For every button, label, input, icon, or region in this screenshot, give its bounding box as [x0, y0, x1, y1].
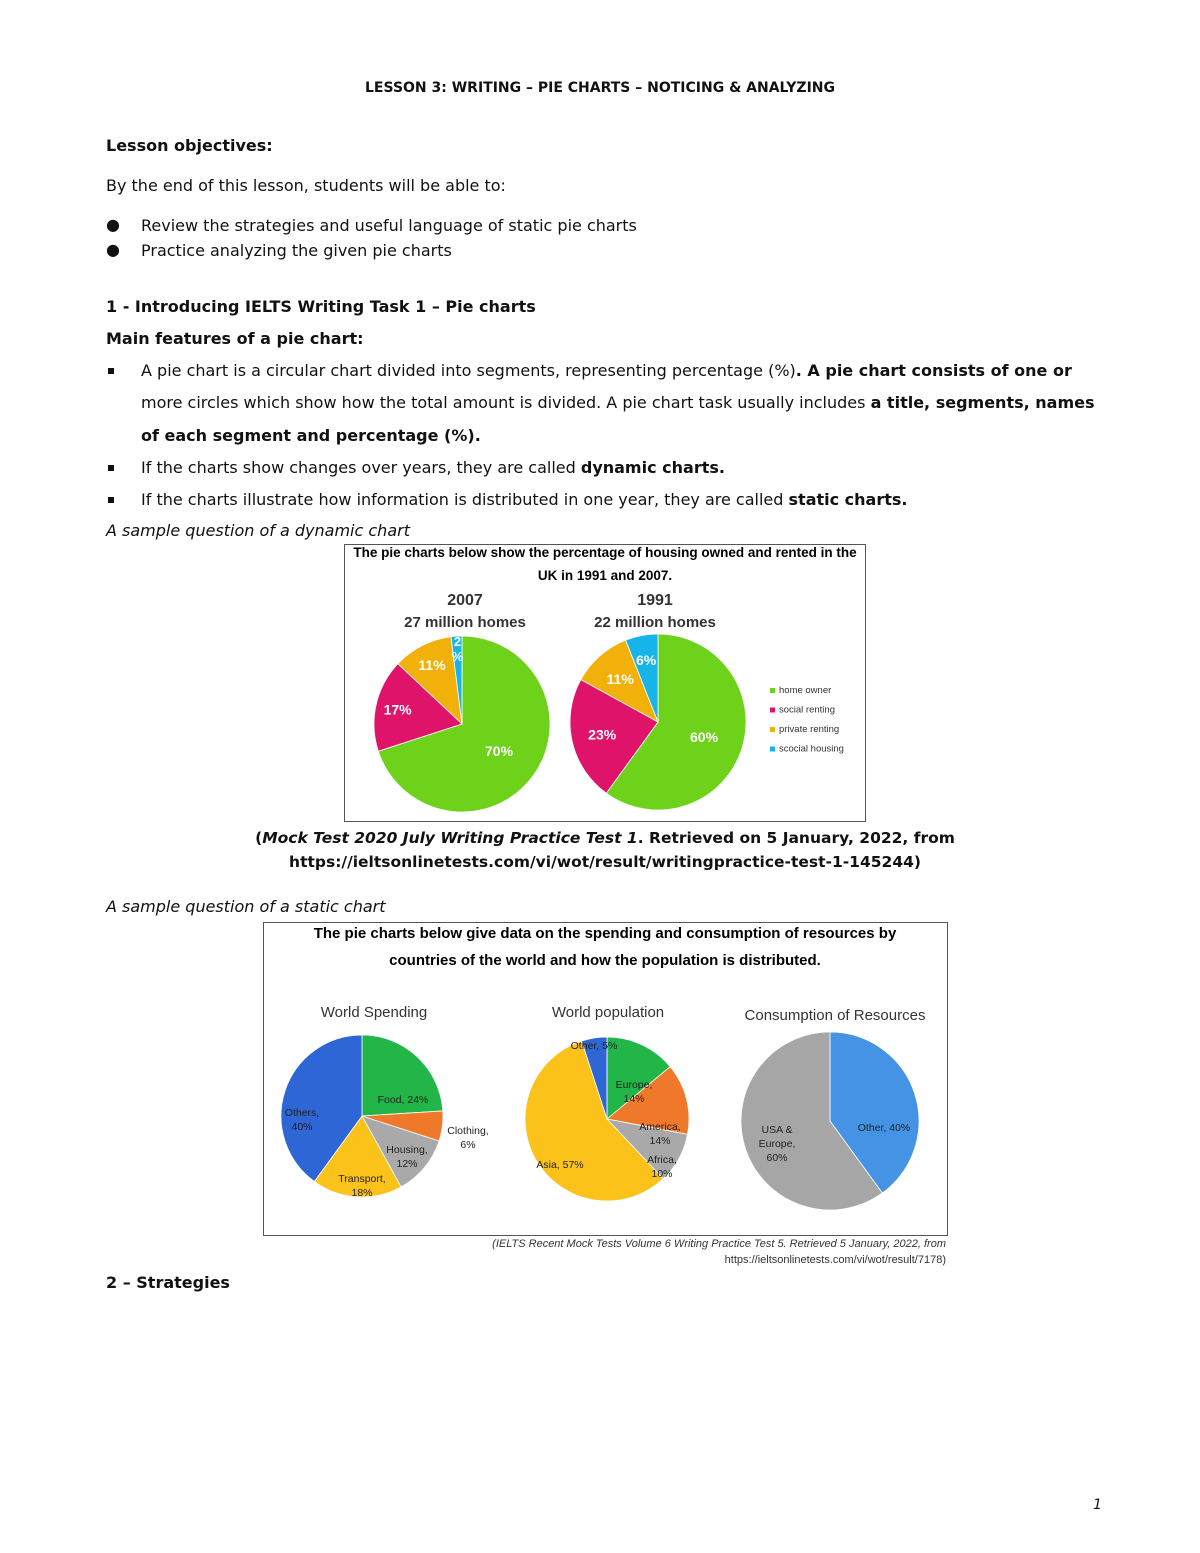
pie-label: 11% — [606, 671, 634, 688]
dynamic-chart-title-line2: UK in 1991 and 2007. — [537, 568, 673, 583]
square-bullet-icon — [108, 497, 114, 503]
dynamic-citation-line2: https://ieltsonlinetests.com/vi/wot/result/writingpractice-test-1-145244) — [289, 853, 921, 871]
pie-label-europe: Europe, — [615, 1079, 653, 1091]
citation-text: (IELTS Recent Mock Tests Volume 6 Writing Practice Test 5. Retrieved 5 January, 2022, from — [492, 1238, 946, 1250]
objective-item: Practice analyzing the given pie charts — [141, 241, 452, 260]
pie-label-other: Other, 5% — [570, 1040, 618, 1052]
citation-text: . Retrieved on 5 January, 2022, from — [637, 829, 955, 847]
feature2-text: If the charts show changes over years, they are called — [141, 458, 581, 477]
page-number: 1 — [1093, 1497, 1102, 1513]
pie-year-1991: 1991 — [637, 592, 673, 609]
dynamic-pie-charts — [345, 545, 865, 821]
pie-label: 6% — [636, 651, 657, 668]
pie-label: 2 — [453, 633, 462, 649]
pie-label-clothing: 6% — [460, 1139, 476, 1151]
legend-swatch-home-owner — [770, 688, 775, 693]
pie-label-usa-europe: Europe, — [758, 1138, 796, 1150]
feature1-bold: a title, segments, names — [870, 393, 1095, 412]
pie-label-america: America, — [639, 1121, 681, 1133]
legend-entry-private-renting: private renting — [779, 724, 840, 735]
pie-label-transport: 18% — [351, 1187, 373, 1199]
pie-label-housing: 12% — [396, 1158, 418, 1170]
static-chart-title-line2: countries of the world and how the population is distributed. — [389, 952, 821, 969]
citation-italic: Mock Test 2020 July Writing Practice Test 1 — [262, 829, 638, 847]
objectives-intro: By the end of this lesson, students will be able to: — [106, 176, 506, 195]
feature1-text: A pie chart is a circular chart divided into segments, representing percentage (%) — [141, 361, 796, 380]
world-population-title: World population — [551, 1004, 665, 1021]
legend-entry-scocial-housing: scocial housing — [779, 743, 844, 755]
pie-label: 17% — [383, 701, 412, 718]
section2-heading: 2 – Strategies — [106, 1273, 230, 1292]
pie-label: 11% — [418, 657, 446, 674]
legend-swatch-scocial-housing — [770, 747, 775, 752]
pie-label-africa: Africa, — [647, 1154, 677, 1166]
pie-label-usa-europe: USA & — [761, 1124, 793, 1136]
pie-label-others: 40% — [291, 1121, 313, 1133]
legend-entry-home-owner: home owner — [779, 685, 832, 696]
square-bullet-icon — [108, 465, 114, 471]
pie-label-africa: 10% — [651, 1168, 673, 1180]
feature1-line3: of each segment and percentage (%). — [141, 426, 481, 445]
pie-label-housing: Housing, — [386, 1144, 428, 1156]
citation-text: ( — [255, 829, 263, 847]
lesson-title: LESSON 3: WRITING – PIE CHARTS – NOTICING & ANALYZING — [365, 80, 835, 96]
consumption-title: Consumption of Resources — [744, 1007, 926, 1024]
pie-label-others: Others, — [284, 1107, 320, 1119]
legend-entry-social-renting: social renting — [779, 704, 835, 716]
legend-swatch-social-renting — [770, 708, 775, 713]
legend-swatch-private-renting — [770, 727, 775, 732]
pie-label-asia: Asia, 57% — [536, 1159, 584, 1171]
world-spending-title: World Spending — [320, 1004, 428, 1021]
feature1-text: . A pie chart consists of one or — [795, 361, 1072, 380]
pie-label-transport: Transport, — [338, 1173, 386, 1185]
square-bullet-icon — [108, 368, 114, 374]
static-pie-charts — [264, 923, 947, 1235]
dynamic-chart-figure — [344, 544, 866, 822]
pie-label: 70% — [485, 742, 514, 759]
feature1-line1 — [141, 361, 1072, 380]
bullet-dot-icon: ● — [106, 215, 120, 234]
pie-label: 60% — [690, 728, 719, 745]
features-heading: Main features of a pie chart: — [106, 329, 364, 348]
feature2-line — [141, 458, 725, 477]
objective-item: Review the strategies and useful language of static pie charts — [141, 216, 637, 235]
feature3-bold: static charts. — [788, 490, 908, 509]
bullet-dot-icon: ● — [106, 240, 120, 259]
pie-label-other: Other, 40% — [857, 1122, 911, 1134]
pie-subtitle-1991: 22 million homes — [594, 614, 716, 631]
pie-label: % — [451, 648, 464, 664]
objectives-heading: Lesson objectives: — [106, 136, 273, 155]
pie-label-usa-europe: 60% — [766, 1152, 788, 1164]
feature1-line2 — [141, 393, 1095, 412]
pie-label-europe: 14% — [623, 1093, 645, 1105]
feature2-bold: dynamic charts. — [580, 458, 725, 477]
pie-label: 23% — [588, 726, 617, 743]
section1-heading: 1 - Introducing IELTS Writing Task 1 – Pie charts — [106, 297, 536, 316]
static-chart-figure — [263, 922, 948, 1236]
feature1-text: more circles which show how the total amount is divided. A pie chart task usually includes — [141, 393, 871, 412]
pie-subtitle-2007: 27 million homes — [404, 614, 526, 631]
feature3-line — [141, 490, 907, 509]
pie-label-clothing: Clothing, — [447, 1125, 489, 1137]
feature3-text: If the charts illustrate how information is distributed in one year, they are called — [141, 490, 789, 509]
dynamic-chart-title-line1: The pie charts below show the percentage of housing owned and rented in the — [353, 545, 857, 560]
static-citation-line2: https://ieltsonlinetests.com/vi/wot/result/7178) — [724, 1254, 946, 1266]
pie-label-america: 14% — [649, 1135, 671, 1147]
dynamic-citation-line1 — [0, 829, 1200, 847]
static-chart-title-line1: The pie charts below give data on the spending and consumption of resources by — [313, 925, 897, 942]
pie-year-2007: 2007 — [447, 592, 483, 609]
dynamic-caption: A sample question of a dynamic chart — [106, 521, 410, 540]
static-caption: A sample question of a static chart — [106, 897, 386, 916]
pie-label-food: Food, 24% — [377, 1094, 429, 1106]
static-citation-line1 — [400, 1238, 946, 1250]
